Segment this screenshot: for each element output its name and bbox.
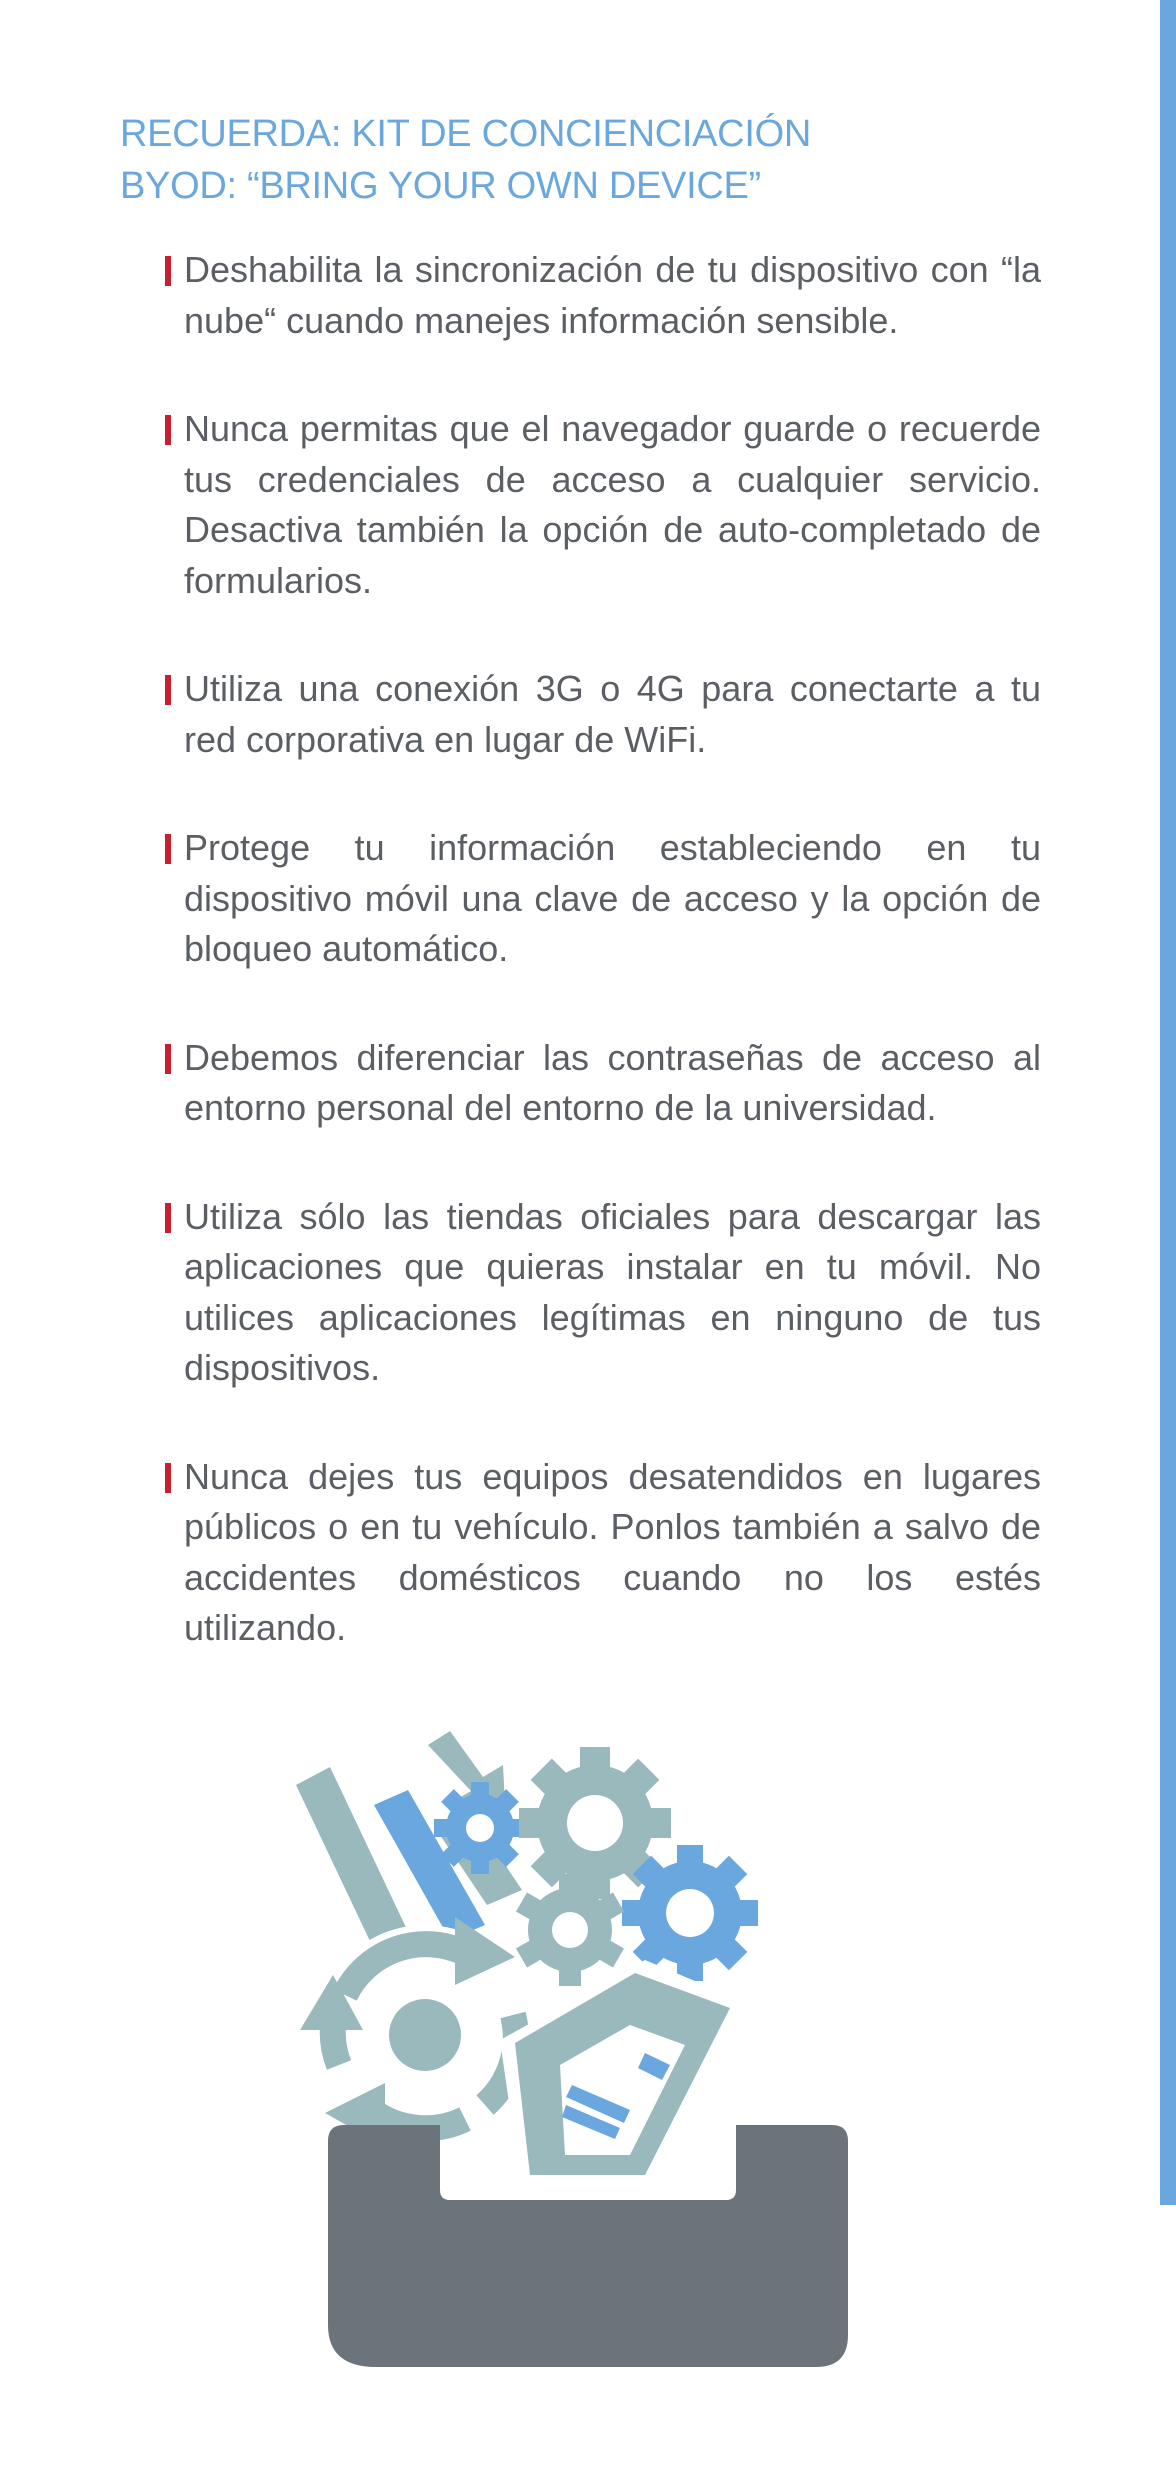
gear-icon: [434, 1782, 526, 1874]
bullet-marker: [165, 256, 171, 286]
page-title: [120, 108, 1080, 212]
byod-illustration: [290, 1725, 900, 2375]
tips-list: [165, 245, 1041, 1712]
document-icon: [500, 1960, 740, 2180]
tip-text: Debemos diferenciar las contraseñas de acceso al entorno personal del entorno de la universidad.: [184, 1036, 1041, 1128]
tip-item: [165, 404, 1041, 606]
tip-item: [165, 1033, 1041, 1134]
tip-item: [165, 1452, 1041, 1654]
tip-text: Protege tu información estableciendo en tu dispositivo móvil una clave de acceso y la opción de bloqueo automático.: [184, 827, 1041, 969]
tip-item: [165, 823, 1041, 975]
sync-arrows-icon: [300, 1917, 535, 2147]
tip-item: [165, 664, 1041, 765]
tip-text: Utiliza una conexión 3G o 4G para conectarte a tu red corporativa en lugar de WiFi.: [184, 668, 1041, 760]
tip-item: [165, 1192, 1041, 1394]
tip-item: [165, 245, 1041, 346]
bullet-marker: [165, 1203, 171, 1233]
tip-text: Nunca dejes tus equipos desatendidos en lugares públicos o en tu vehículo. Ponlos también a salvo de accidentes domésticos cuando no los estés utilizando.: [184, 1455, 1041, 1648]
title-line-1: RECUERDA: KIT DE CONCIENCIACIÓN: [120, 113, 811, 155]
tip-text: Utiliza sólo las tiendas oficiales para descargar las aplicaciones que quieras instalar en tu móvil. No utilices aplicaciones legítimas en ninguno de tus dispositivos.: [184, 1195, 1041, 1388]
bullet-marker: [165, 415, 171, 445]
gear-icon: [622, 1845, 758, 1981]
bullet-marker: [165, 1463, 171, 1493]
side-accent-bar: [1160, 0, 1176, 2205]
tip-text: Nunca permitas que el navegador guarde o recuerde tus credenciales de acceso a cualquier servicio. Desactiva también la opción de auto-completado de formularios.: [184, 408, 1041, 601]
bullet-marker: [165, 834, 171, 864]
tip-text: Deshabilita la sincronización de tu dispositivo con “la nube“ cuando manejes información sensible.: [184, 249, 1041, 341]
bullet-marker: [165, 675, 171, 705]
title-line-2: BYOD: “BRING YOUR OWN DEVICE”: [120, 165, 761, 207]
bullet-marker: [165, 1044, 171, 1074]
